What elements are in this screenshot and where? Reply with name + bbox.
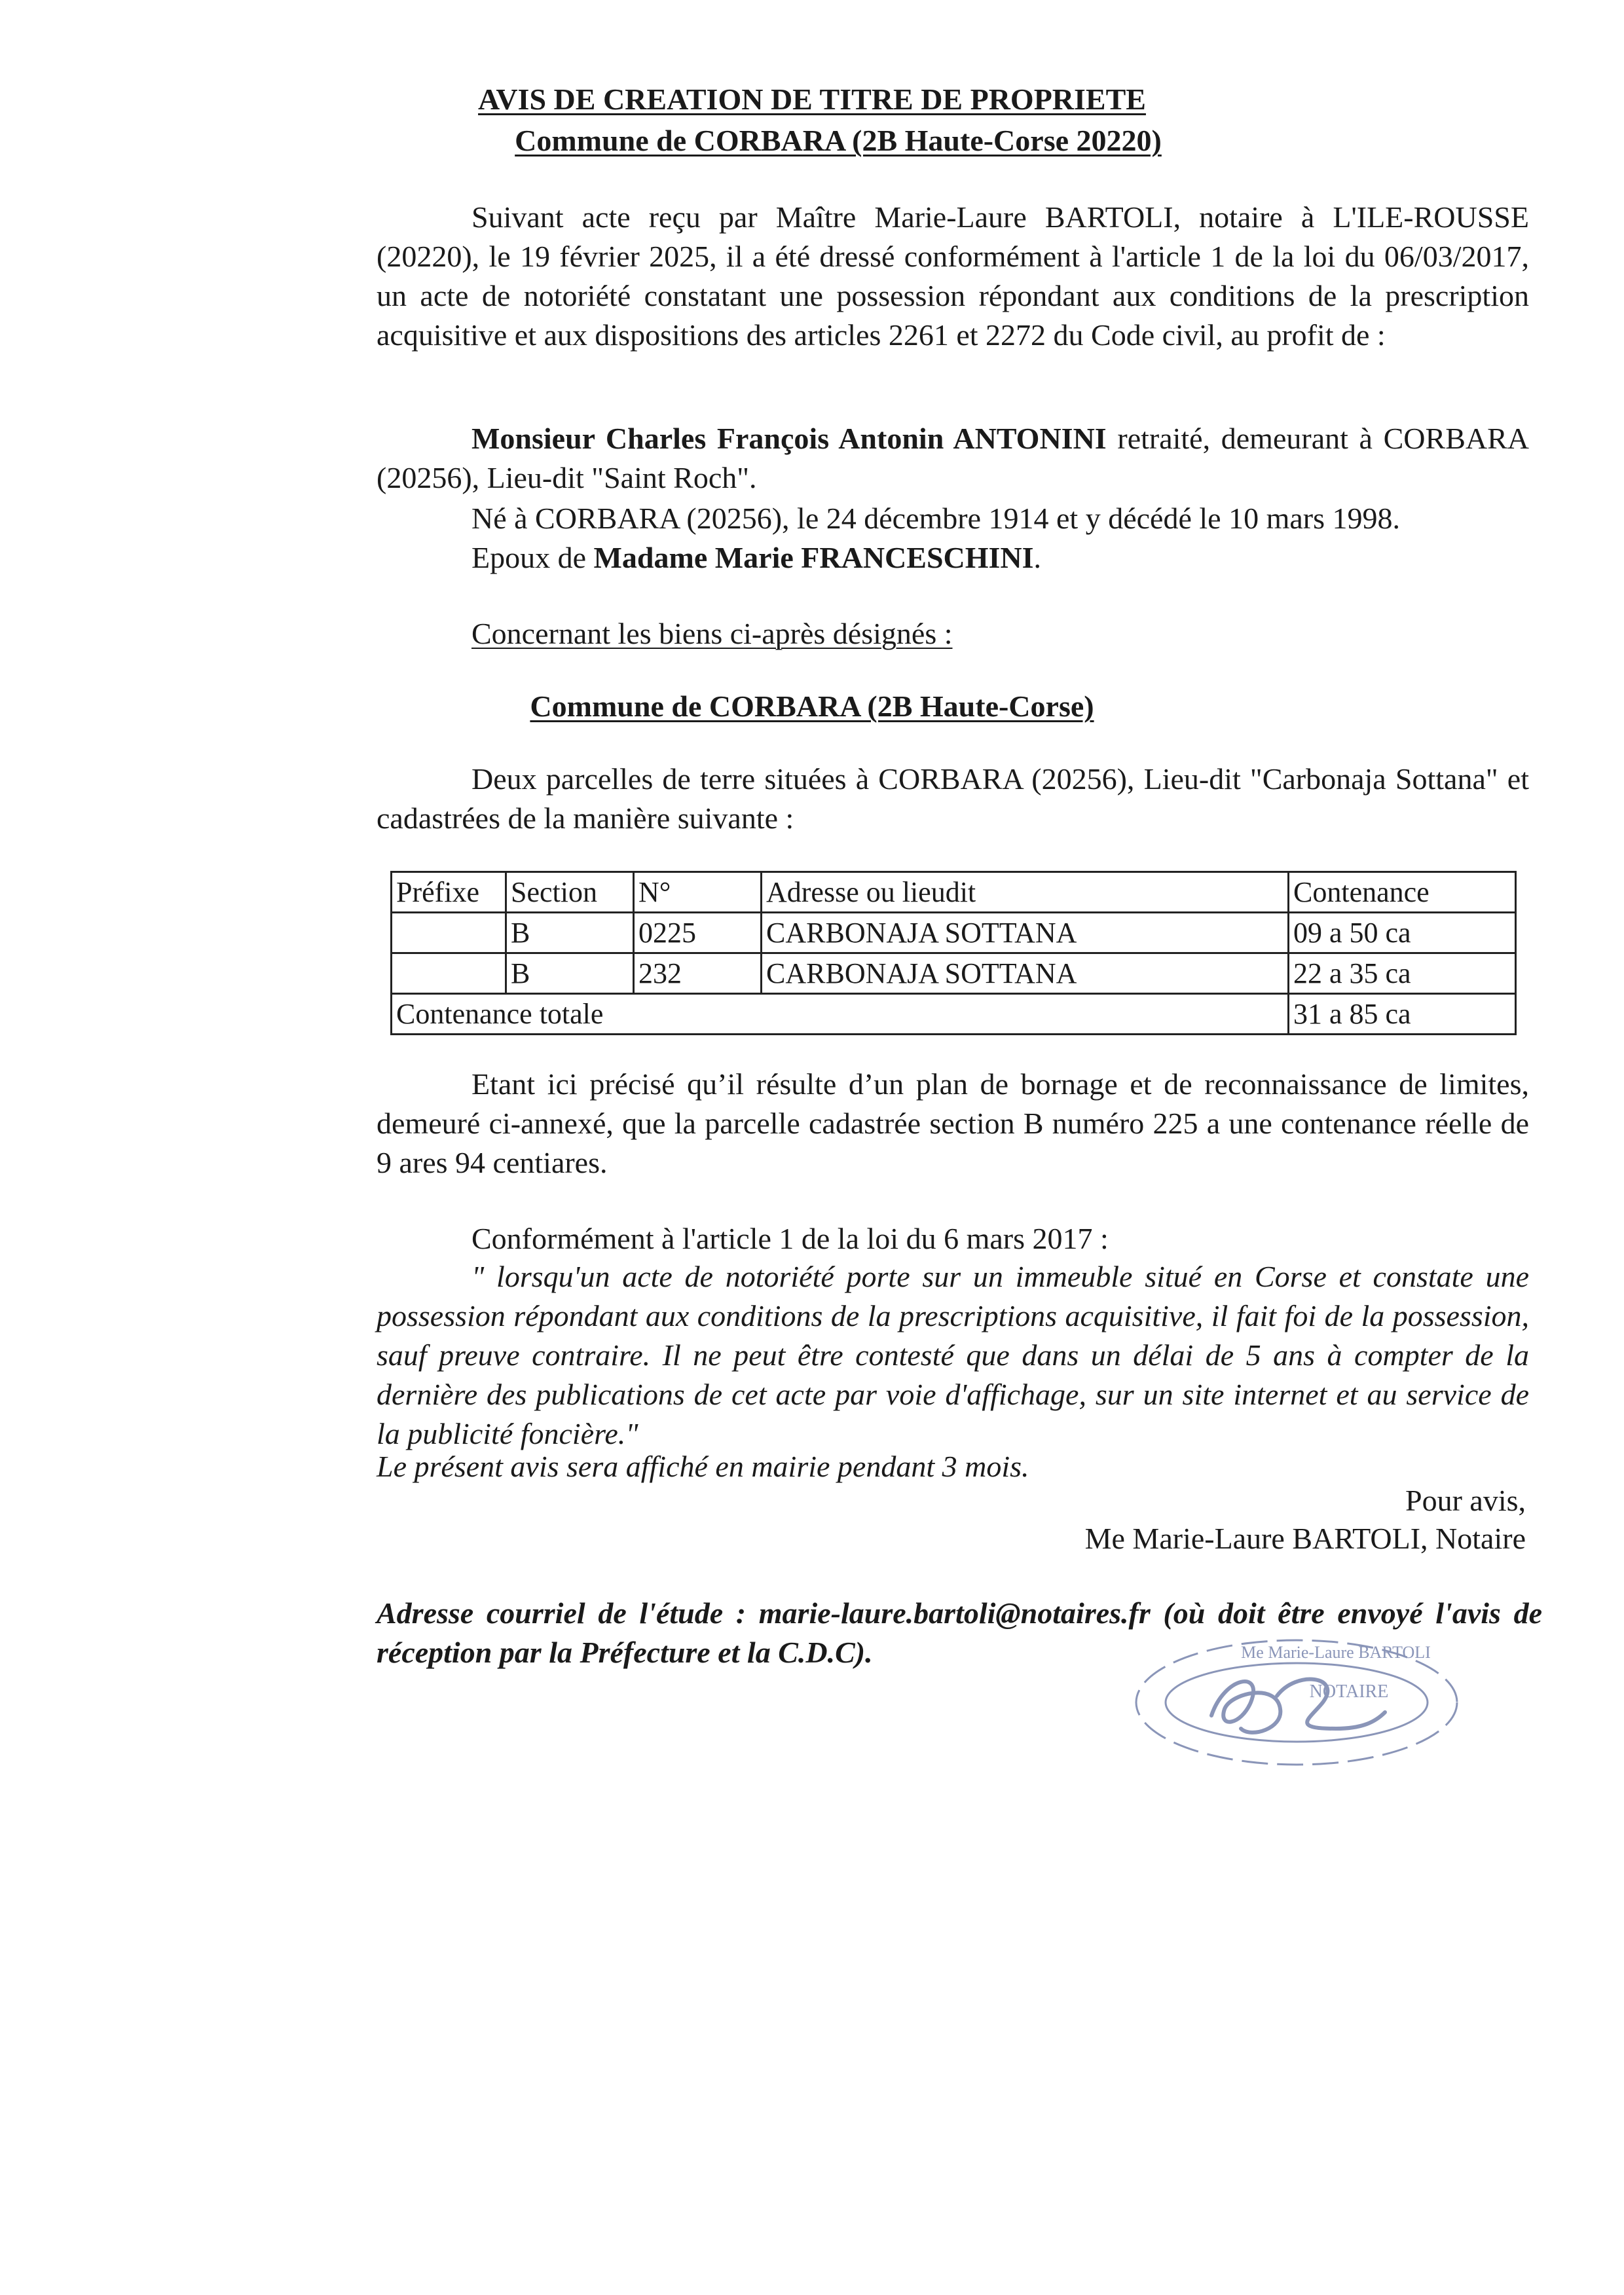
- goods-label: Concernant les biens ci-après désignés :: [471, 617, 953, 650]
- total-value: 31 a 85 ca: [1289, 994, 1516, 1035]
- notary-stamp: [1126, 1630, 1467, 1774]
- signoff-line1: Pour avis,: [1405, 1484, 1526, 1517]
- table-row: B 0225 CARBONAJA SOTTANA 09 a 50 ca: [392, 913, 1516, 953]
- table-row: B 232 CARBONAJA SOTTANA 22 a 35 ca: [392, 953, 1516, 994]
- beneficiary-name: Monsieur Charles François Antonin ANTONINI: [471, 422, 1107, 455]
- total-label: Contenance totale: [392, 994, 1289, 1035]
- parcels-intro: Deux parcelles de terre situées à CORBARA (20256), Lieu-dit "Carbonaja Sottana" et cadastrées de la manière suivante :: [377, 762, 1529, 835]
- law-intro: Conformément à l'article 1 de la loi du 6 mars 2017 :: [471, 1222, 1109, 1255]
- header-number: N°: [634, 872, 762, 913]
- document-subtitle: Commune de CORBARA (2B Haute-Corse 20220): [515, 124, 1162, 157]
- stamp-text-top: Me Marie-Laure BARTOLI: [1241, 1643, 1431, 1662]
- display-note: Le présent avis sera affiché en mairie pendant 3 mois.: [377, 1450, 1029, 1483]
- beneficiary-birth: Né à CORBARA (20256), le 24 décembre 1914 et y décédé le 10 mars 1998.: [471, 502, 1400, 535]
- table-header-row: [392, 872, 1516, 913]
- signoff-line2: Me Marie-Laure BARTOLI, Notaire: [1084, 1522, 1526, 1555]
- header-address: Adresse ou lieudit: [762, 872, 1289, 913]
- document-title: AVIS DE CREATION DE TITRE DE PROPRIETE: [478, 83, 1146, 116]
- beneficiary-paragraph: [377, 419, 1529, 498]
- intro-paragraph: Suivant acte reçu par Maître Marie-Laure BARTOLI, notaire à L'ILE-ROUSSE (20220), le 19 février 2025, il a été dressé conformément à l'article 1 de la loi du 06/03/2017, un acte de notoriété constatant une possession répondant aux conditions de la prescription acquisitive et aux dispositions des articles 2261 et 2272 du Code civil, au profit de :: [377, 200, 1529, 352]
- table-total-row: [392, 994, 1516, 1035]
- header-section: Section: [506, 872, 634, 913]
- cadastre-table: [390, 871, 1517, 1035]
- contact-paragraph: Adresse courriel de l'étude : marie-laure.bartoli@notaires.fr (où doit être envoyé l'avis de réception par la Préfecture et la C.D.C).: [377, 1596, 1542, 1669]
- commune-heading: Commune de CORBARA (2B Haute-Corse): [530, 689, 1094, 723]
- precision-paragraph: Etant ici précisé qu’il résulte d’un plan de bornage et de reconnaissance de limites, demeuré ci-annexé, que la parcelle cadastrée section B numéro 225 a une contenance réelle de 9 ares 94 centiares.: [377, 1067, 1529, 1179]
- header-prefix: Préfixe: [392, 872, 506, 913]
- beneficiary-spouse: Epoux de Madame Marie FRANCESCHINI.: [471, 541, 1042, 574]
- stamp-inner-ring: [1166, 1663, 1428, 1742]
- beneficiary-details: retraité, demeurant à CORBARA (20256), Lieu-dit "Saint Roch".: [377, 422, 1529, 494]
- header-area: Contenance: [1289, 872, 1516, 913]
- stamp-text-mid: NOTAIRE: [1309, 1681, 1389, 1702]
- spouse-name: Madame Marie FRANCESCHINI: [593, 541, 1034, 574]
- law-quote: " lorsqu'un acte de notoriété porte sur un immeuble situé en Corse et constate une possession répondant aux conditions de la prescriptions acquisitive, il fait foi de la possession, sauf preuve contraire. Il ne peut être contesté que dans un délai de 5 ans à compter de la dernière des publications de cet acte par voie d'affichage, sur un site internet et au service de la publicité foncière.": [377, 1260, 1529, 1450]
